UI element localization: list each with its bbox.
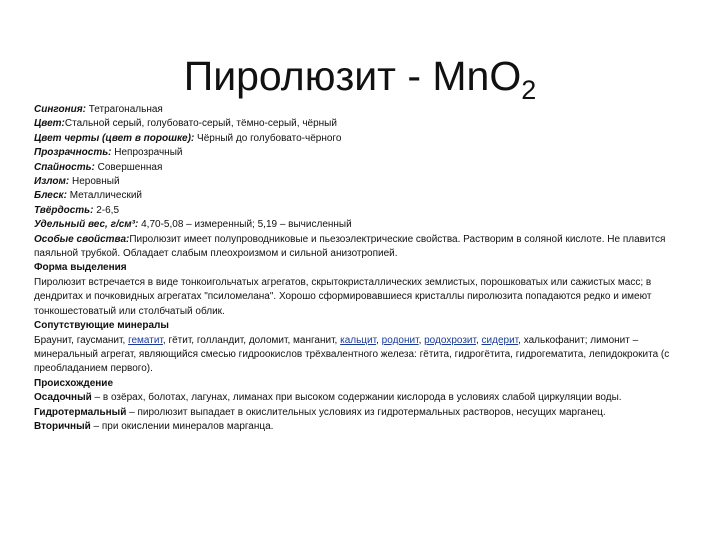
- origin-hydrothermal: [34, 406, 684, 420]
- property-label: Спайность:: [34, 161, 95, 173]
- text-run: ,: [418, 334, 425, 346]
- property-label: Излом:: [34, 176, 70, 188]
- origin-label: Осадочный: [34, 392, 92, 404]
- property-label: Цвет:: [34, 118, 65, 130]
- property-special: [34, 233, 684, 262]
- property-color: [34, 117, 684, 131]
- origin-heading: Происхождение: [34, 377, 114, 389]
- link-calcite[interactable]: кальцит: [340, 334, 377, 346]
- property-cleavage: [34, 161, 684, 175]
- accompanying-text: [34, 334, 684, 377]
- property-value: Тетрагональная: [85, 104, 163, 115]
- property-value: Непрозрачный: [111, 147, 183, 159]
- property-value: Совершенная: [94, 161, 163, 173]
- text-run: ,: [475, 334, 482, 346]
- text-run: , халькофанит; лимонит – минеральный агрегат, являющийся смесью гидроокислов трёхвалентного железа: гётита, гидрогётита, гидрогематита, лепидокрокита (с преобладанием первого).: [34, 334, 670, 375]
- property-value: Пиролюзит имеет полупроводниковые и пьезоэлектрические свойства. Растворим в соляной кислоте. Не плавится паяльной трубкой. Обладает слабым плеохроизмом и сильной анизотропией.: [34, 233, 666, 260]
- property-transparency: [34, 146, 684, 160]
- property-label: Удельный вес, г/см³:: [34, 219, 139, 231]
- property-value: 2-6,5: [93, 204, 120, 216]
- property-luster: [34, 189, 684, 203]
- property-label: Цвет черты (цвет в порошке):: [34, 132, 195, 144]
- origin-text: – в озёрах, болотах, лагунах, лиманах при высоком содержании кислорода в условиях слабой циркуляции воды.: [91, 392, 622, 404]
- link-hematite[interactable]: гематит: [128, 334, 163, 346]
- property-syngony: [34, 103, 684, 117]
- property-value: Стальной серый, голубовато-серый, тёмно-серый, чёрный: [64, 118, 337, 130]
- property-hardness: [34, 204, 684, 218]
- property-streak: [34, 132, 684, 146]
- content-body: [34, 103, 684, 434]
- property-label: Блеск:: [34, 190, 67, 202]
- origin-text: – пиролюзит выпадает в окислительных условиях из гидротермальных растворов, несущих марганец.: [126, 406, 606, 418]
- link-siderite[interactable]: сидерит: [481, 334, 519, 346]
- property-density: [34, 218, 684, 232]
- property-value: 4,70-5,08 – измеренный; 5,19 – вычисленный: [138, 219, 352, 231]
- property-label: Особые свойства:: [34, 233, 130, 245]
- link-rhodonite[interactable]: родонит: [381, 334, 419, 346]
- property-label: Твёрдость:: [34, 204, 94, 216]
- property-fracture: [34, 175, 684, 189]
- title-text: Пиролюзит - MnO: [183, 53, 522, 99]
- origin-sedimentary: [34, 391, 684, 405]
- origin-label: Вторичный: [34, 420, 91, 432]
- title-subscript: 2: [521, 75, 537, 105]
- property-label: Прозрачность:: [34, 147, 112, 159]
- link-rhodochrosite[interactable]: родохрозит: [424, 334, 476, 346]
- origin-secondary: [34, 420, 684, 434]
- text-run: , гётит, голландит, доломит, манганит,: [162, 334, 341, 346]
- property-label: Сингония:: [34, 104, 86, 115]
- property-value: Чёрный до голубовато-чёрного: [194, 132, 342, 144]
- slide-title: [0, 46, 720, 106]
- forms-heading: Форма выделения: [34, 262, 127, 274]
- text-run: ,: [376, 334, 382, 346]
- origin-label: Гидротермальный: [34, 406, 127, 418]
- forms-text: Пиролюзит встречается в виде тонкоигольчатых агрегатов, скрытокристаллических землистых, порошковатых или сажистых масс; в дендритах и почковидных агрегатах "псиломелана". Хорошо сформировавшиеся кристаллы пиролюзита попадаются редко и имеют тонкошестоватый или столбчатый облик.: [34, 276, 652, 317]
- property-value: Металлический: [66, 190, 142, 202]
- accompanying-heading: Сопутствующие минералы: [34, 320, 169, 332]
- property-value: Неровный: [69, 176, 120, 188]
- text-run: Браунит, гаусманит,: [34, 334, 129, 346]
- origin-text: – при окислении минералов марганца.: [90, 420, 274, 432]
